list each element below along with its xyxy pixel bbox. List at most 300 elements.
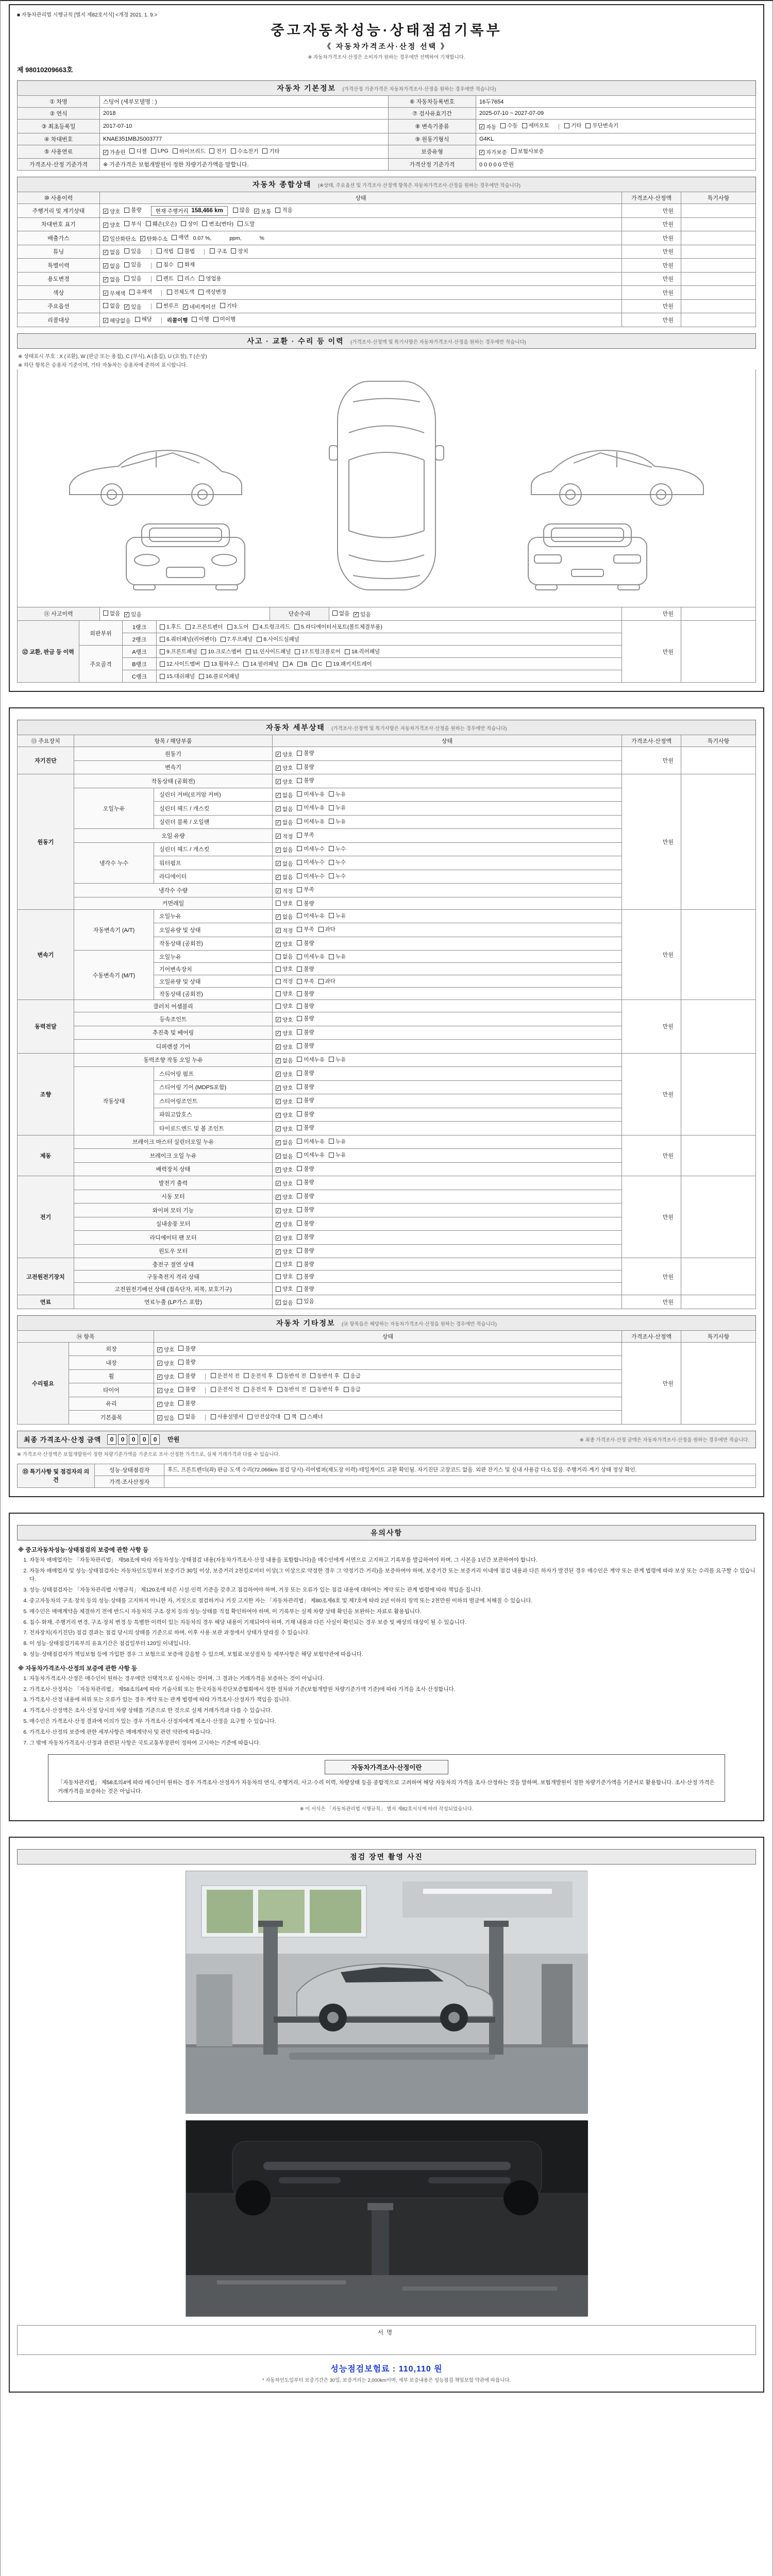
checkbox-없음[interactable] <box>103 276 120 283</box>
checkbox-box: ✓ <box>104 235 108 241</box>
checkbox-box <box>329 860 334 865</box>
checkbox-C[interactable] <box>312 661 323 667</box>
checkbox-스패너[interactable] <box>300 1413 323 1420</box>
checkbox-안전삼각대[interactable] <box>247 1413 280 1420</box>
check-cell <box>273 1000 622 1012</box>
checkbox-수소전기[interactable] <box>231 147 259 155</box>
checkbox-불량[interactable] <box>297 1096 314 1104</box>
checkbox-미세누유[interactable] <box>297 1151 325 1159</box>
checkbox-12.사이드멤버[interactable] <box>160 660 200 668</box>
checkbox-적음[interactable] <box>275 206 292 214</box>
checkbox-매연[interactable] <box>172 233 189 241</box>
checkbox-A[interactable] <box>283 661 293 667</box>
cell-text: 주행거리 및 계기상태 <box>32 208 85 214</box>
checkbox-미세누유[interactable] <box>297 912 325 920</box>
checkbox-불량[interactable] <box>297 749 314 757</box>
checkbox-동반석 후[interactable] <box>310 1372 340 1380</box>
checkbox-label: 과다 <box>325 926 335 933</box>
table-row <box>18 159 756 171</box>
checkbox-불량[interactable] <box>178 1385 195 1393</box>
checkbox-label: 양호 <box>282 751 293 758</box>
checkbox-불량[interactable] <box>178 1358 195 1366</box>
checkbox-label: 양호 <box>282 765 293 771</box>
checkbox-미세누유[interactable] <box>297 1056 325 1063</box>
checkbox-box <box>220 303 225 308</box>
cell-text: 오일누유 <box>103 805 125 812</box>
checkbox-box <box>297 979 302 984</box>
checkbox-양호[interactable] <box>276 990 293 997</box>
cell <box>681 286 756 300</box>
checkbox-잭[interactable] <box>284 1413 296 1420</box>
checkbox-운전석 후[interactable] <box>244 1372 273 1380</box>
checkbox-네비게이션[interactable] <box>183 303 216 311</box>
section-photos <box>17 1849 756 1865</box>
checkbox-불량[interactable] <box>297 1014 314 1022</box>
checkbox-label: 양호 <box>282 1194 293 1200</box>
checkbox-불량[interactable] <box>297 1192 314 1200</box>
checkbox-16.플로어패널[interactable] <box>199 672 239 680</box>
checkbox-label: 수소전기 <box>237 148 259 155</box>
checkbox-box <box>297 1084 302 1089</box>
checkbox-불량[interactable] <box>297 1273 314 1280</box>
checkbox-있음[interactable] <box>124 247 141 255</box>
checkbox-가솔린[interactable] <box>103 148 125 156</box>
checkbox-불량[interactable] <box>297 1178 314 1186</box>
checkbox-없음[interactable] <box>276 1153 293 1160</box>
checkbox-label: 적음 <box>282 207 293 213</box>
checkbox-양호[interactable] <box>276 764 293 772</box>
checkbox-label: 6.쿼터패널(리어펜더) <box>166 636 216 642</box>
checkbox-미세누유[interactable] <box>297 790 325 798</box>
checkbox-불량[interactable] <box>297 939 314 947</box>
checkbox-label: 불량 <box>304 777 314 784</box>
check-cell <box>273 1270 622 1283</box>
checkbox-보험사보증[interactable] <box>511 147 544 155</box>
checkbox-운전석 전[interactable] <box>211 1385 240 1393</box>
notice-item: 2. 자동차 매매업자 및 성능·상태점검자는 자동차인도일부터 보증기간 30일 이상, 보증거리 2천킬로미터 이상(그 이상으로 약정한 경우 그 약정기간·거리)을 보증하여야 하며, 보증기간 또는 보증거리 이내에 점검 내용과 다른 하자가 발견된 경우 매수인은 계약 또는 관계 법령에 따라 보상 또는 수리를 요구할 수 있습니다. <box>29 1567 756 1584</box>
checkbox-운전석 전[interactable] <box>211 1372 240 1380</box>
checkbox-장치[interactable] <box>231 247 248 255</box>
cell-text: 동력전달 <box>35 1024 57 1030</box>
checkbox-불량[interactable] <box>297 1247 314 1255</box>
checkbox-불량[interactable] <box>124 206 141 214</box>
checkbox-label: 양호 <box>164 1401 175 1408</box>
cell <box>100 133 389 145</box>
checkbox-없음[interactable] <box>103 262 120 270</box>
checkbox-운전석 후[interactable] <box>244 1385 273 1393</box>
checkbox-있음[interactable] <box>354 611 371 618</box>
checkbox-양호[interactable] <box>276 1207 293 1215</box>
check-cell <box>273 856 622 870</box>
checkbox-불량[interactable] <box>178 1372 195 1380</box>
checkbox-누유[interactable] <box>329 953 346 960</box>
checkbox-불량[interactable] <box>297 1028 314 1036</box>
checkbox-label: 양호 <box>282 991 293 997</box>
checkbox-해당[interactable] <box>135 315 152 323</box>
checkbox-box: ✓ <box>276 1180 280 1186</box>
checkbox-불량[interactable] <box>297 1083 314 1091</box>
checkbox-없음[interactable] <box>103 302 120 310</box>
checkbox-디젤[interactable] <box>129 147 146 155</box>
checkbox-양호[interactable] <box>157 1373 174 1381</box>
checkbox-없음[interactable] <box>276 953 293 960</box>
checkbox-8.사이드실패널[interactable] <box>257 635 299 643</box>
checkbox-불량[interactable] <box>297 1110 314 1118</box>
checkbox-썬루프[interactable] <box>157 302 179 310</box>
cell <box>18 774 74 910</box>
checkbox-1.후드[interactable] <box>160 623 181 631</box>
checkbox-label: 양호 <box>282 1180 293 1187</box>
checkbox-양호[interactable] <box>276 1071 293 1078</box>
cell <box>74 1162 273 1176</box>
checkbox-누유[interactable] <box>329 1138 346 1145</box>
checkbox-label: 해당없음 <box>110 317 131 324</box>
checkbox-17.트렁크플로어[interactable] <box>295 648 340 655</box>
checkbox-있음[interactable] <box>297 1297 314 1305</box>
header-cell <box>18 145 100 159</box>
checkbox-양호[interactable] <box>276 751 293 758</box>
checkbox-동반석 후[interactable] <box>310 1385 340 1393</box>
checkbox-부족[interactable] <box>297 925 314 933</box>
check-cell <box>273 884 622 897</box>
header-cell <box>18 735 74 747</box>
checkbox-13.휠하우스[interactable] <box>204 660 239 668</box>
final-price-subnote: ※ 가격조사·산정액은 보험개발원이 정한 차량기준가액을 기준으로 조사·산정한 가격으로, 실제 거래가격과 다를 수 있습니다. <box>17 1451 280 1458</box>
checkbox-box <box>262 148 267 154</box>
checkbox-box: ✓ <box>276 778 280 784</box>
checkbox-없음[interactable] <box>276 819 293 826</box>
notice-item: 5. 매수인은 매매계약을 체결하기 전에 반드시 자동차의 구조·장치 등의 성능·상태를 직접 확인하여야 하며, 이 기록부는 실제 차량 상태 확인을 보완하는 자료로 활용됩니다. <box>29 1607 756 1616</box>
checkbox-이행[interactable] <box>192 315 209 323</box>
checkbox-무단변속기[interactable] <box>585 122 618 129</box>
checkbox-없음[interactable] <box>276 873 293 881</box>
checkbox-box <box>297 1043 302 1048</box>
checkbox-있음[interactable] <box>157 1414 174 1422</box>
checkbox-많음[interactable] <box>233 206 250 214</box>
checkbox-10.크로스멤버[interactable] <box>201 648 241 655</box>
cell <box>74 1270 273 1283</box>
cell <box>100 96 389 108</box>
checkbox-과다[interactable] <box>318 925 335 933</box>
checkbox-label: 양호 <box>282 1016 293 1023</box>
checkbox-양호[interactable] <box>276 1111 293 1119</box>
checkbox-없음[interactable] <box>276 791 293 799</box>
checkbox-보통[interactable] <box>254 208 271 215</box>
checkbox-양호[interactable] <box>276 1002 293 1010</box>
cell-text: 2랭크 <box>132 636 147 643</box>
checkbox-6.쿼터패널(리어펜더)[interactable] <box>160 635 216 643</box>
checkbox-양호[interactable] <box>276 1248 293 1256</box>
checkbox-응급[interactable] <box>344 1372 361 1380</box>
checkbox-box <box>276 901 281 906</box>
checkbox-미세누유[interactable] <box>297 953 325 960</box>
checkbox-도말[interactable] <box>238 220 255 228</box>
checkbox-label: 양호 <box>282 1208 293 1214</box>
checkbox-label: 없음 <box>110 277 121 283</box>
checkbox-전기[interactable] <box>209 147 226 155</box>
cell <box>18 1000 74 1054</box>
checkbox-11.인사이드패널[interactable] <box>246 648 291 655</box>
checkbox-적정[interactable] <box>276 833 293 840</box>
checkbox-양호[interactable] <box>276 900 293 907</box>
checkbox-불량[interactable] <box>297 763 314 771</box>
check-cell <box>273 1108 622 1122</box>
checkbox-미세누수[interactable] <box>297 872 325 880</box>
checkbox-양호[interactable] <box>276 778 293 786</box>
cell-text: 만원 <box>662 1214 674 1221</box>
cell-text: 특기사항 <box>707 738 730 744</box>
checkbox-상이[interactable] <box>181 220 198 228</box>
checkbox-응급[interactable] <box>344 1385 361 1393</box>
checkbox-불량[interactable] <box>297 1002 314 1010</box>
checkbox-불량[interactable] <box>297 900 314 907</box>
checkbox-불량[interactable] <box>297 776 314 784</box>
checkbox-label: 불량 <box>304 1165 314 1172</box>
checkbox-box <box>276 1286 281 1292</box>
checkbox-label: 불량 <box>304 764 314 770</box>
checkbox-양호[interactable] <box>157 1400 174 1408</box>
checkbox-양호[interactable] <box>276 1193 293 1201</box>
cell <box>622 313 681 327</box>
header-cell <box>18 96 100 108</box>
checkbox-불량[interactable] <box>297 1260 314 1268</box>
checkbox-양호[interactable] <box>276 1016 293 1024</box>
checkbox-label: 운전석 전 <box>217 1386 240 1393</box>
checkbox-있음[interactable] <box>124 261 141 268</box>
checkbox-없음[interactable] <box>276 913 293 921</box>
checkbox-양호[interactable] <box>157 1360 174 1367</box>
check-cell <box>273 1012 622 1026</box>
checkbox-없음[interactable] <box>276 860 293 868</box>
checkbox-유채색[interactable] <box>129 288 152 296</box>
checkbox-양호[interactable] <box>276 1285 293 1293</box>
checkbox-불량[interactable] <box>297 1069 314 1077</box>
checkbox-양호[interactable] <box>276 1221 293 1228</box>
checkbox-box <box>294 624 299 630</box>
checkbox-미세누유[interactable] <box>297 818 325 825</box>
checkbox-label: 미세누유 <box>304 912 325 919</box>
checkbox-미이행[interactable] <box>213 315 236 323</box>
checkbox-label: 양호 <box>282 778 293 785</box>
notice-group1-list <box>29 1556 756 1659</box>
checkbox-양호[interactable] <box>276 965 293 973</box>
checkbox-불법[interactable] <box>178 247 195 255</box>
checkbox-불량[interactable] <box>297 1042 314 1049</box>
checkbox-불량[interactable] <box>297 990 314 997</box>
checkbox-7.루프패널[interactable] <box>221 635 253 643</box>
checkbox-적정[interactable] <box>276 977 293 985</box>
divider <box>161 290 162 296</box>
checkbox-양호[interactable] <box>276 1043 293 1051</box>
checkbox-누유[interactable] <box>329 790 346 798</box>
checkbox-부족[interactable] <box>297 886 314 893</box>
checkbox-과다[interactable] <box>318 977 335 985</box>
checkbox-동반석 전[interactable] <box>277 1372 307 1380</box>
checkbox-불량[interactable] <box>297 1219 314 1227</box>
checkbox-미세누수[interactable] <box>297 858 325 866</box>
checkbox-19.패키지트레이[interactable] <box>326 660 372 668</box>
checkbox-사용설명서[interactable] <box>211 1413 244 1420</box>
checkbox-미세누유[interactable] <box>297 804 325 811</box>
checkbox-없음[interactable] <box>276 1057 293 1064</box>
checkbox-구조[interactable] <box>210 247 227 255</box>
checkbox-18.리어패널[interactable] <box>345 648 380 655</box>
cell-text: 오일 유량 <box>161 833 185 839</box>
checkbox-무채색[interactable] <box>103 290 125 297</box>
section-other-info <box>17 1315 756 1331</box>
checkbox-14.필러패널[interactable] <box>243 660 278 668</box>
checkbox-불량[interactable] <box>297 1206 314 1213</box>
checkbox-불량[interactable] <box>297 965 314 973</box>
checkbox-침수[interactable] <box>157 261 174 268</box>
checkbox-불량[interactable] <box>178 1399 195 1407</box>
checkbox-해당없음[interactable] <box>103 317 131 325</box>
checkbox-label: 누수 <box>335 845 346 852</box>
checkbox-label: 불량 <box>304 1261 314 1267</box>
checkbox-없음[interactable] <box>276 846 293 854</box>
checkbox-3.도어[interactable] <box>227 623 249 631</box>
cell <box>74 774 273 788</box>
checkbox-양호[interactable] <box>103 208 120 215</box>
cell <box>154 909 273 923</box>
checkbox-불량[interactable] <box>297 1124 314 1131</box>
checkbox-양호[interactable] <box>276 1273 293 1280</box>
checkbox-누유[interactable] <box>329 912 346 920</box>
checkbox-훼손(오손)[interactable] <box>146 220 177 228</box>
checkbox-영업용[interactable] <box>199 275 221 282</box>
checkbox-미세누수[interactable] <box>297 845 325 853</box>
checkbox-label: 훼손(오손) <box>152 221 177 227</box>
checkbox-label: 부족 <box>304 832 314 838</box>
checkbox-없음[interactable] <box>332 609 349 617</box>
checkbox-LPG[interactable] <box>151 148 169 154</box>
checkbox-전체도색[interactable] <box>167 288 195 296</box>
checkbox-양호[interactable] <box>276 1084 293 1092</box>
checkbox-부족[interactable] <box>297 977 314 985</box>
checkbox-불량[interactable] <box>297 1233 314 1241</box>
checkbox-누수[interactable] <box>329 845 346 853</box>
cell <box>622 204 681 218</box>
checkbox-탄화수소[interactable] <box>140 235 168 243</box>
checkbox-15.대쉬패널[interactable] <box>160 672 195 680</box>
checkbox-불량[interactable] <box>297 1285 314 1293</box>
checkbox-양호[interactable] <box>276 1234 293 1242</box>
checkbox-세미오토[interactable] <box>522 122 550 129</box>
checkbox-양호[interactable] <box>276 1098 293 1106</box>
checkbox-렌트[interactable] <box>157 275 174 282</box>
checkbox-적정[interactable] <box>276 887 293 895</box>
checkbox-4.트렁크리드[interactable] <box>253 623 290 631</box>
checkbox-적정[interactable] <box>276 927 293 935</box>
checkbox-양호[interactable] <box>157 1346 174 1353</box>
checkbox-B[interactable] <box>297 661 308 667</box>
checkbox-box <box>297 927 302 932</box>
checkbox-box <box>297 662 303 667</box>
checkbox-없음[interactable] <box>178 1413 195 1420</box>
checkbox-9.프론트패널[interactable] <box>160 648 197 655</box>
checkbox-적법[interactable] <box>157 247 174 255</box>
checkbox-box <box>178 276 183 281</box>
checkbox-양호[interactable] <box>276 1180 293 1188</box>
checkbox-색상변경[interactable] <box>198 288 226 296</box>
checkbox-없음[interactable] <box>103 609 120 617</box>
checkbox-box <box>329 819 334 824</box>
checkbox-기타[interactable] <box>564 122 581 129</box>
checkbox-누수[interactable] <box>329 858 346 866</box>
checkbox-양호[interactable] <box>276 940 293 948</box>
table-row <box>18 133 756 145</box>
checkbox-리스[interactable] <box>178 275 195 282</box>
checkbox-일산화탄소[interactable] <box>103 235 136 243</box>
cell-text: 튜닝 <box>53 249 64 256</box>
checkbox-양호[interactable] <box>276 1166 293 1174</box>
checkbox-없음[interactable] <box>276 805 293 813</box>
sheet-photos <box>9 1837 764 2393</box>
checkbox-label: 화재 <box>184 262 195 268</box>
checkbox-동반석 전[interactable] <box>277 1385 307 1393</box>
checkbox-양호[interactable] <box>276 1125 293 1133</box>
checkbox-양호[interactable] <box>276 1029 293 1037</box>
checkbox-수동[interactable] <box>500 122 517 129</box>
signature-area[interactable] <box>17 2325 756 2355</box>
final-price-label: 최종 가격조사·산정 금액 <box>24 1436 102 1444</box>
checkbox-box <box>297 1029 302 1035</box>
checkbox-양호[interactable] <box>276 1260 293 1268</box>
checkbox-미세누유[interactable] <box>297 1138 325 1145</box>
check-cell <box>273 1053 622 1067</box>
checkbox-자가보증[interactable] <box>479 148 507 156</box>
checkbox-기타[interactable] <box>262 147 279 155</box>
table-row <box>18 1342 756 1356</box>
checkbox-자동[interactable] <box>479 123 496 131</box>
remarks-text-inspector: 후드, 프론트펜더(좌) 판금·도색 수리(72,066km 점검 당시)·리어범퍼(재도장 이력)·테일게이트 교환 확인됨. 자기진단 고장코드 없음. 외판 잔기스 및 실내 사용감 다소 있음. 주행거리·계기 상태 정상 확인. <box>164 1464 756 1476</box>
checkbox-2.프론트펜더[interactable] <box>186 623 223 631</box>
checkbox-label: 없음 <box>339 610 350 617</box>
checkbox-label: 기타 <box>269 148 280 155</box>
checkbox-label: 미세누유 <box>304 791 325 798</box>
checkbox-label: 4.트렁크리드 <box>259 624 291 630</box>
checkbox-있음[interactable] <box>124 303 141 311</box>
checkbox-label: 12.사이드멤버 <box>166 661 200 667</box>
checkbox-기타[interactable] <box>220 302 237 310</box>
checkbox-누유[interactable] <box>329 818 346 825</box>
checkbox-불량[interactable] <box>297 1165 314 1173</box>
check-cell <box>100 286 622 300</box>
checkbox-box: ✓ <box>276 1098 280 1104</box>
checkbox-누유[interactable] <box>329 1151 346 1159</box>
checkbox-양호[interactable] <box>103 221 120 229</box>
checkbox-없음[interactable] <box>103 248 120 256</box>
checkbox-하이브리드[interactable] <box>173 147 206 155</box>
checkbox-있음[interactable] <box>124 275 141 282</box>
checkbox-누유[interactable] <box>329 1056 346 1063</box>
cell-text: A랭크 <box>132 649 147 655</box>
checkbox-없음[interactable] <box>276 1139 293 1146</box>
checkbox-5.라디에이터서포트(볼트체결부품)[interactable] <box>294 623 382 631</box>
checkbox-누수[interactable] <box>329 872 346 880</box>
checkbox-있음[interactable] <box>124 611 141 618</box>
checkbox-부식[interactable] <box>124 220 141 228</box>
checkbox-누유[interactable] <box>329 804 346 811</box>
checkbox-box <box>202 221 207 226</box>
checkbox-없음[interactable] <box>276 1299 293 1307</box>
checkbox-화재[interactable] <box>178 261 195 268</box>
checkbox-불량[interactable] <box>178 1345 195 1352</box>
checkbox-부족[interactable] <box>297 831 314 839</box>
checkbox-변조(변타)[interactable] <box>202 220 233 228</box>
checkbox-box <box>318 927 324 932</box>
checkbox-양호[interactable] <box>157 1387 174 1395</box>
